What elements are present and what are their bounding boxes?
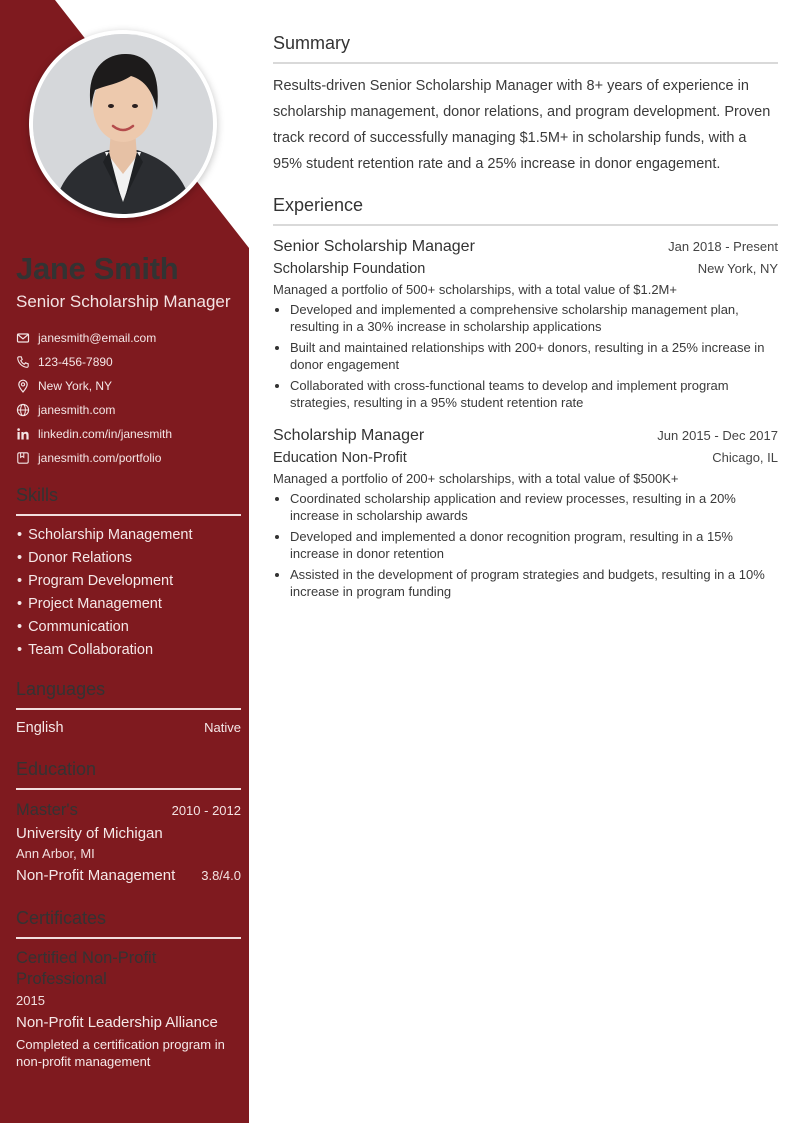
location-icon bbox=[16, 379, 30, 393]
list-item: • Communication bbox=[16, 616, 241, 639]
education-field-row bbox=[16, 867, 241, 884]
education-school: University of Michigan bbox=[16, 825, 163, 842]
experience-entry bbox=[273, 427, 778, 600]
list-item: • Donor Relations bbox=[16, 547, 241, 570]
languages-heading: Languages bbox=[16, 678, 241, 710]
list-item: Assisted in the development of program strategies and budgets, resulting in a 10% increase in program funding bbox=[273, 566, 778, 600]
summary-text: Results-driven Senior Scholarship Manager with 8+ years of experience in scholarship management, donor relations, and program development. Proven track record of successfully managing $1.5M+ in scholarship funds, with a 95% student retention rate and a 25% increase in donor engagement. bbox=[273, 78, 771, 172]
experience-heading: Experience bbox=[273, 194, 778, 226]
contact-list bbox=[16, 326, 241, 470]
list-item: Developed and implemented a comprehensive scholarship management plan, resulting in a 30% increase in scholarship applications bbox=[273, 301, 778, 335]
certificates-heading: Certificates bbox=[16, 907, 241, 939]
list-item: • Team Collaboration bbox=[16, 639, 241, 662]
certificate-org: Non-Profit Leadership Alliance bbox=[16, 1014, 218, 1031]
job-company: Education Non-Profit bbox=[273, 450, 407, 466]
education-degree-row bbox=[16, 801, 241, 820]
sidebar-content bbox=[16, 250, 241, 1070]
education-degree: Master's bbox=[16, 801, 78, 819]
contact-linkedin-text: linkedin.com/in/janesmith bbox=[38, 427, 173, 441]
certificate-year: 2015 bbox=[16, 993, 45, 1008]
contact-location-text: New York, NY bbox=[38, 379, 113, 393]
job-title: Scholarship Manager bbox=[273, 427, 425, 444]
main-content bbox=[273, 32, 778, 604]
education-gpa: 3.8/4.0 bbox=[201, 868, 241, 883]
job-location: Chicago, IL bbox=[712, 450, 778, 465]
skills-list bbox=[16, 524, 241, 662]
email-icon bbox=[16, 331, 30, 345]
job-description: Managed a portfolio of 200+ scholarships, with a total value of $500K+ bbox=[273, 471, 679, 486]
contact-portfolio-text: janesmith.com/portfolio bbox=[38, 451, 162, 465]
job-dates: Jun 2015 - Dec 2017 bbox=[657, 428, 778, 443]
job-description: Managed a portfolio of 500+ scholarships, with a total value of $1.2M+ bbox=[273, 282, 677, 297]
job-bullets bbox=[273, 490, 778, 600]
education-dates: 2010 - 2012 bbox=[171, 803, 241, 818]
job-bullets bbox=[273, 301, 778, 411]
contact-portfolio[interactable] bbox=[16, 446, 241, 470]
contact-website-text: janesmith.com bbox=[38, 403, 116, 417]
job-company: Scholarship Foundation bbox=[273, 261, 426, 277]
list-item: Coordinated scholarship application and review processes, resulting in a 20% increase in scholarship awards bbox=[273, 490, 778, 524]
profile-photo-frame bbox=[29, 30, 217, 218]
language-name: English bbox=[16, 720, 64, 736]
list-item: • Scholarship Management bbox=[16, 524, 241, 547]
list-item: Built and maintained relationships with 200+ donors, resulting in a 25% increase in donor engagement bbox=[273, 339, 778, 373]
list-item: Developed and implemented a donor recognition program, resulting in a 15% increase in donor retention bbox=[273, 528, 778, 562]
candidate-title: Senior Scholarship Manager bbox=[16, 292, 231, 311]
list-item: Collaborated with cross-functional teams to develop and implement program strategies, resulting in a 95% student retention rate bbox=[273, 377, 778, 411]
contact-email-text: janesmith@email.com bbox=[38, 331, 157, 345]
contact-location bbox=[16, 374, 241, 398]
language-level: Native bbox=[204, 720, 241, 735]
education-location: Ann Arbor, MI bbox=[16, 846, 95, 861]
portrait-image bbox=[33, 34, 213, 214]
job-dates: Jan 2018 - Present bbox=[668, 239, 778, 254]
experience-entry bbox=[273, 238, 778, 411]
contact-linkedin[interactable] bbox=[16, 422, 241, 446]
list-item: • Project Management bbox=[16, 593, 241, 616]
education-heading: Education bbox=[16, 758, 241, 790]
globe-icon bbox=[16, 403, 30, 417]
phone-icon bbox=[16, 355, 30, 369]
job-location: New York, NY bbox=[697, 261, 778, 276]
contact-phone-text: 123-456-7890 bbox=[38, 355, 113, 369]
summary-heading: Summary bbox=[273, 32, 778, 64]
job-title: Senior Scholarship Manager bbox=[273, 238, 475, 255]
contact-phone[interactable] bbox=[16, 350, 241, 374]
certificate-description: Completed a certification program in non-profit management bbox=[16, 1037, 225, 1069]
profile-photo bbox=[33, 34, 213, 214]
education-field: Non-Profit Management bbox=[16, 867, 176, 884]
contact-email[interactable] bbox=[16, 326, 241, 350]
portfolio-icon bbox=[16, 451, 30, 465]
certificate-title: Certified Non-Profit Professional bbox=[16, 949, 157, 988]
linkedin-icon bbox=[16, 427, 30, 441]
language-row bbox=[16, 720, 241, 736]
list-item: • Program Development bbox=[16, 570, 241, 593]
candidate-name: Jane Smith bbox=[16, 251, 179, 286]
contact-website[interactable] bbox=[16, 398, 241, 422]
skills-heading: Skills bbox=[16, 484, 241, 516]
